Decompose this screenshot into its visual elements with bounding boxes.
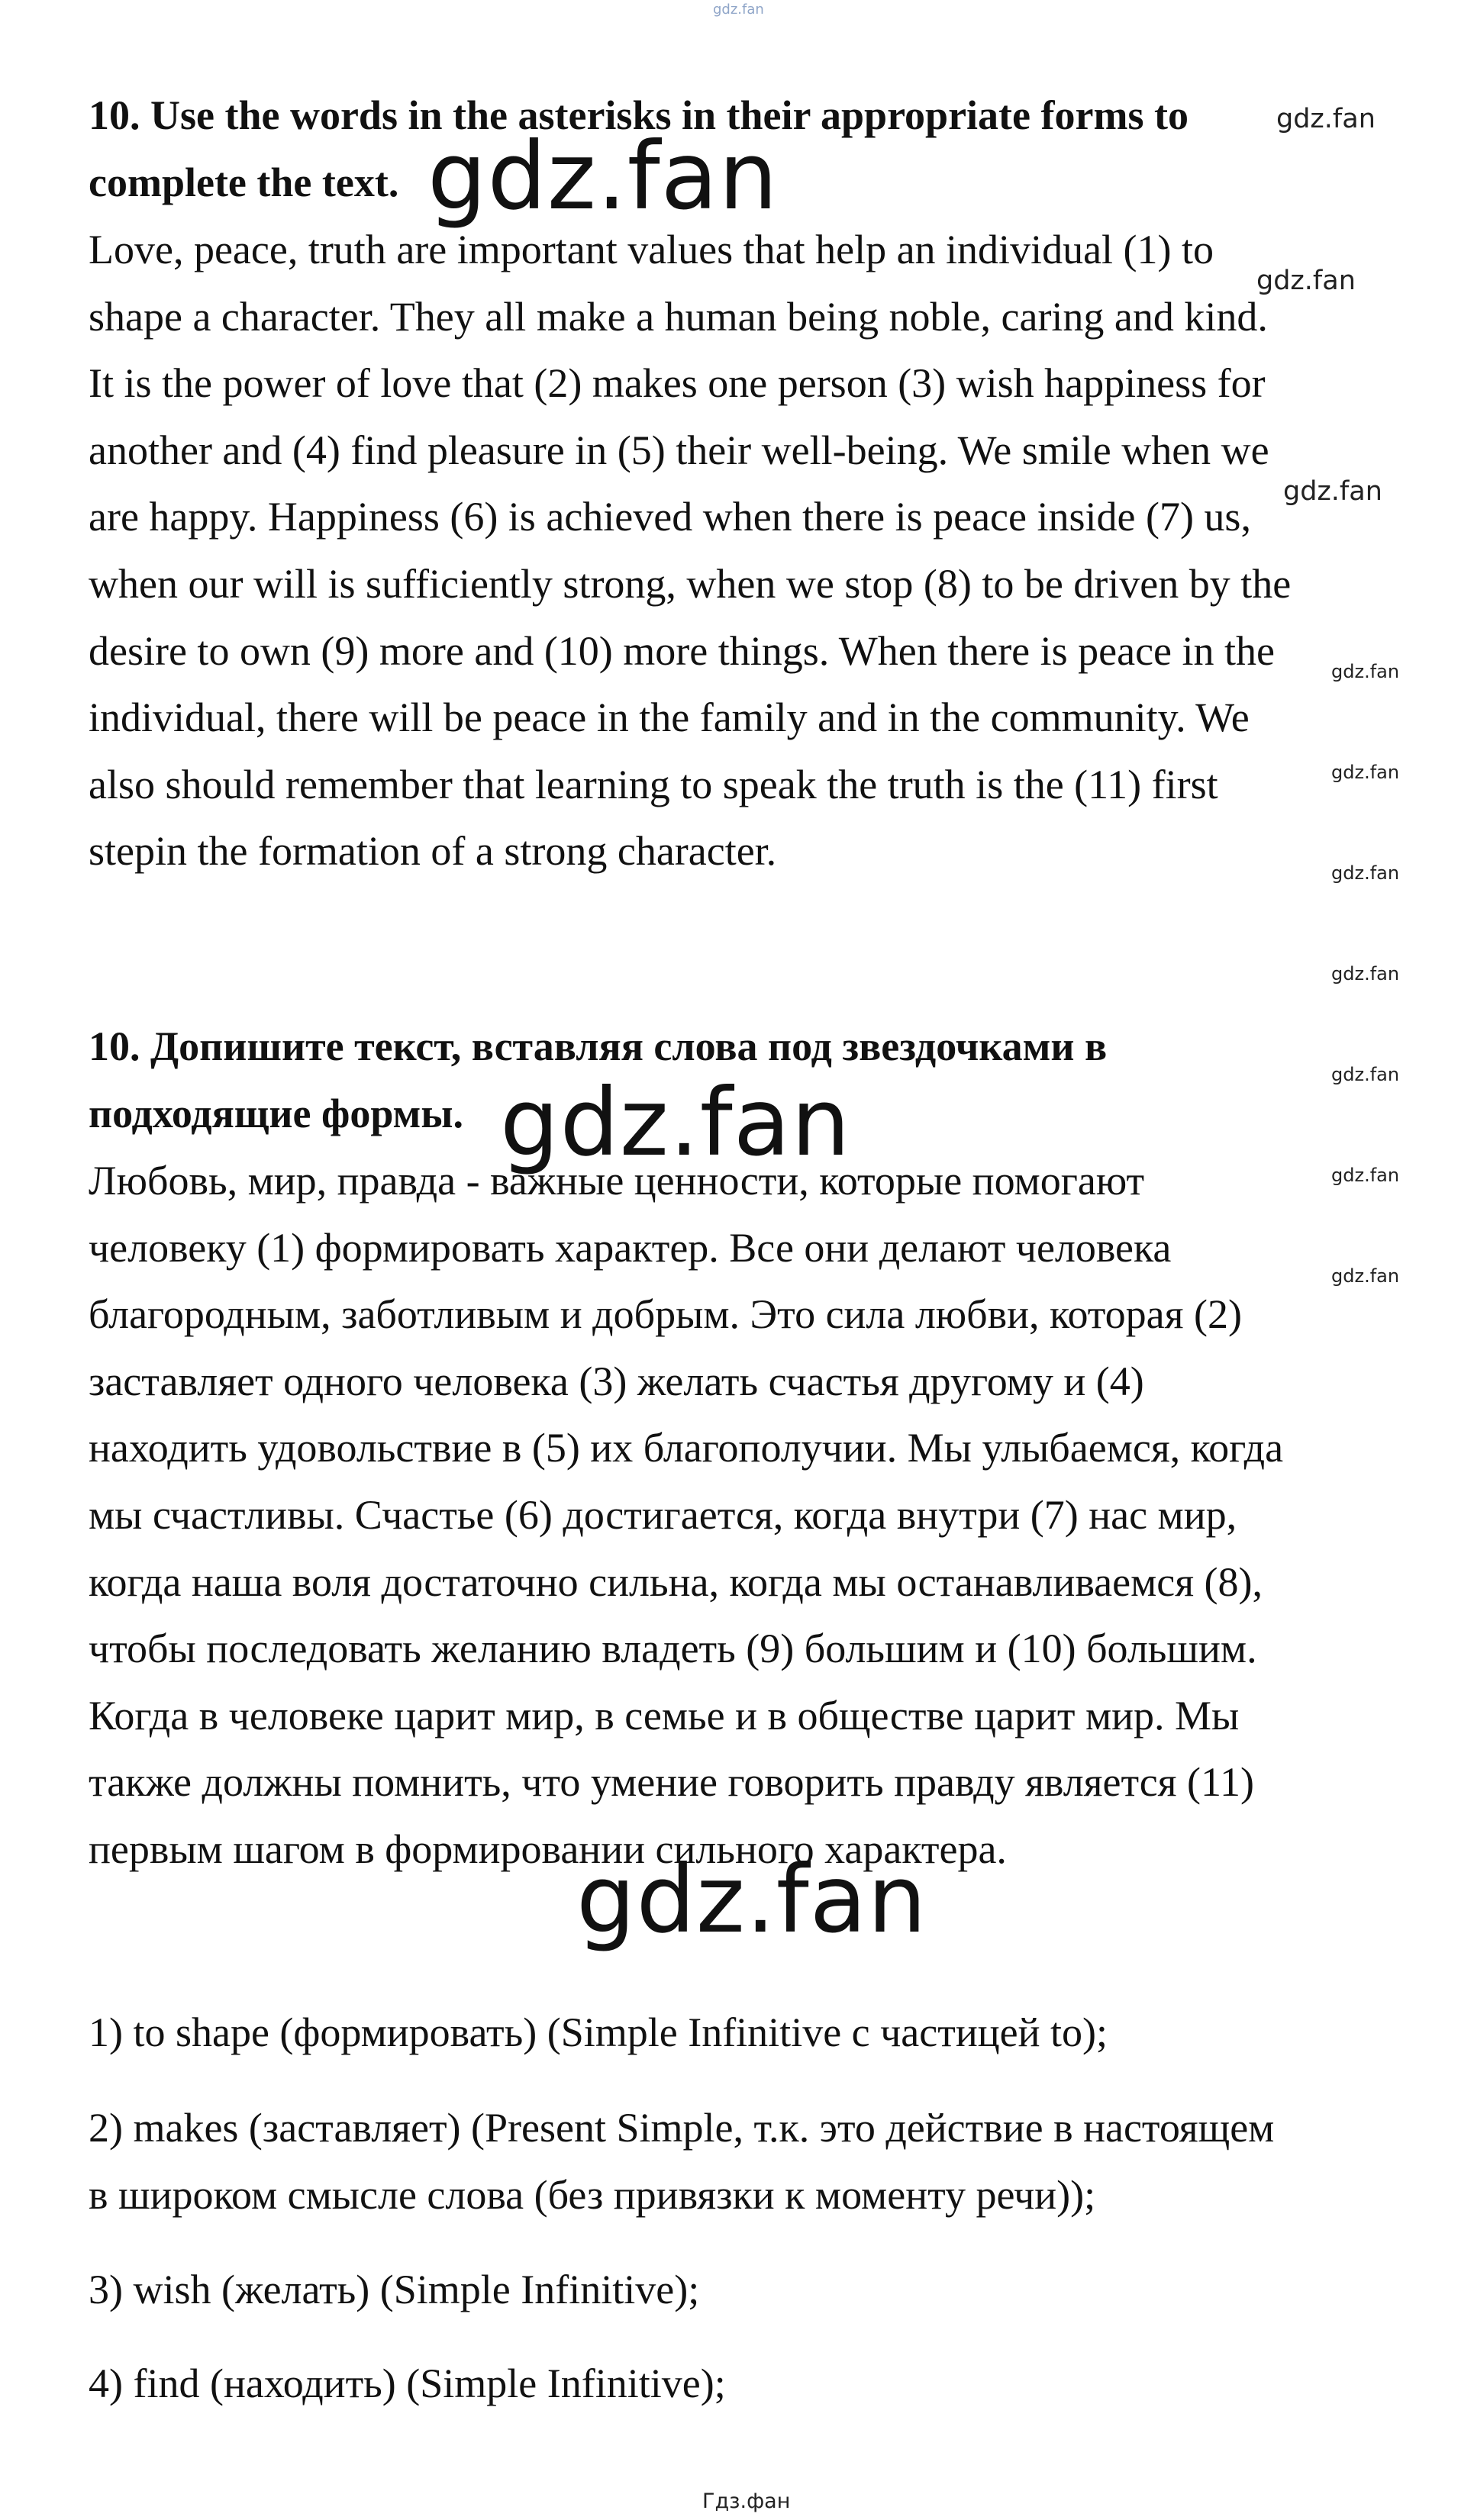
russian-title-line-1: 10. Допишите текст, вставляя слова под звездочками в (89, 1023, 1108, 1069)
watermark-tiny-3: gdz.fan (1331, 862, 1400, 884)
english-text-line-4: another and (4) find pleasure in (5) their well-being. We smile when we (89, 427, 1269, 473)
english-text-line-1: Love, peace, truth are important values that help an individual (1) to (89, 227, 1214, 272)
russian-text-line-9: Когда в человеке царит мир, в семье и в обществе царит мир. Мы (89, 1692, 1240, 1739)
english-title-line-2: complete the text. (89, 160, 399, 205)
watermark-small-2: gdz.fan (1256, 266, 1356, 296)
watermark-large-2: gdz.fan (500, 1068, 851, 1177)
watermark-tiny-4: gdz.fan (1331, 963, 1400, 984)
english-text-line-2: shape a character. They all make a human being noble, caring and kind. (89, 293, 1268, 340)
answer-4-line-1: 4) find (находить) (Simple Infinitive); (89, 2360, 726, 2406)
watermark-large-1: gdz.fan (427, 122, 779, 230)
watermark-tiny-1: gdz.fan (1331, 661, 1400, 682)
english-text-line-7: desire to own (9) more and (10) more things. When there is peace in the (89, 627, 1276, 674)
watermark-tiny-5: gdz.fan (1331, 1064, 1400, 1085)
english-text-line-9: also should remember that learning to speak the truth is the (11) first (89, 761, 1218, 807)
watermark-small-3: gdz.fan (1283, 476, 1382, 507)
page-footer: Гдз.фан (702, 2489, 791, 2513)
russian-text-line-4: заставляет одного человека (3) желать счастья другому и (4) (89, 1358, 1144, 1404)
english-text-line-6: when our will is sufficiently strong, when we stop (8) to be driven by the (89, 561, 1292, 607)
answer-3-line-1: 3) wish (желать) (Simple Infinitive); (89, 2267, 700, 2312)
english-title-line-1: 10. Use the words in the asterisks in their appropriate forms to (89, 92, 1189, 138)
english-text-line-10: stepin the formation of a strong character. (89, 828, 777, 875)
answer-2-line-1: 2) makes (заставляет) (Present Simple, т.к. это действие в настоящем (89, 2105, 1275, 2151)
russian-text-line-5: находить удовольствие в (5) их благополучии. Мы улыбаемся, когда (89, 1425, 1284, 1471)
russian-title-line-2: подходящие формы. (89, 1091, 463, 1136)
russian-text-line-1: Любовь, мир, правда - важные ценности, которые помогают (89, 1158, 1145, 1204)
russian-text-line-2: человеку (1) формировать характер. Все они делают человека (89, 1224, 1172, 1271)
russian-text-line-11: первым шагом в формировании сильного характера. (89, 1826, 1007, 1872)
english-text-line-8: individual, there will be peace in the family and in the community. We (89, 694, 1250, 741)
watermark-tiny-7: gdz.fan (1331, 1265, 1400, 1287)
answer-2-line-2: в широком смысле слова (без привязки к моменту речи)); (89, 2171, 1096, 2218)
russian-text-line-8: чтобы последовать желанию владеть (9) большим и (10) большим. (89, 1626, 1257, 1672)
russian-text-line-3: благородным, заботливым и добрым. Это сила любви, которая (2) (89, 1291, 1242, 1338)
watermark-tiny-6: gdz.fan (1331, 1165, 1400, 1186)
answer-1-line-1: 1) to shape (формировать) (Simple Infinitive с частицей to); (89, 2009, 1108, 2055)
watermark-small-1: gdz.fan (1276, 104, 1376, 134)
russian-text-line-10: также должны помнить, что умение говорить правду является (11) (89, 1759, 1254, 1806)
header-watermark: gdz.fan (713, 2, 764, 18)
watermark-large-3: gdz.fan (576, 1845, 927, 1954)
watermark-tiny-2: gdz.fan (1331, 762, 1400, 783)
english-text-line-3: It is the power of love that (2) makes one person (3) wish happiness for (89, 360, 1266, 407)
russian-text-line-7: когда наша воля достаточно сильна, когда мы останавливаемся (8), (89, 1558, 1263, 1605)
russian-text-line-6: мы счастливы. Счастье (6) достигается, когда внутри (7) нас мир, (89, 1492, 1237, 1538)
english-text-line-5: are happy. Happiness (6) is achieved when there is peace inside (7) us, (89, 494, 1251, 540)
